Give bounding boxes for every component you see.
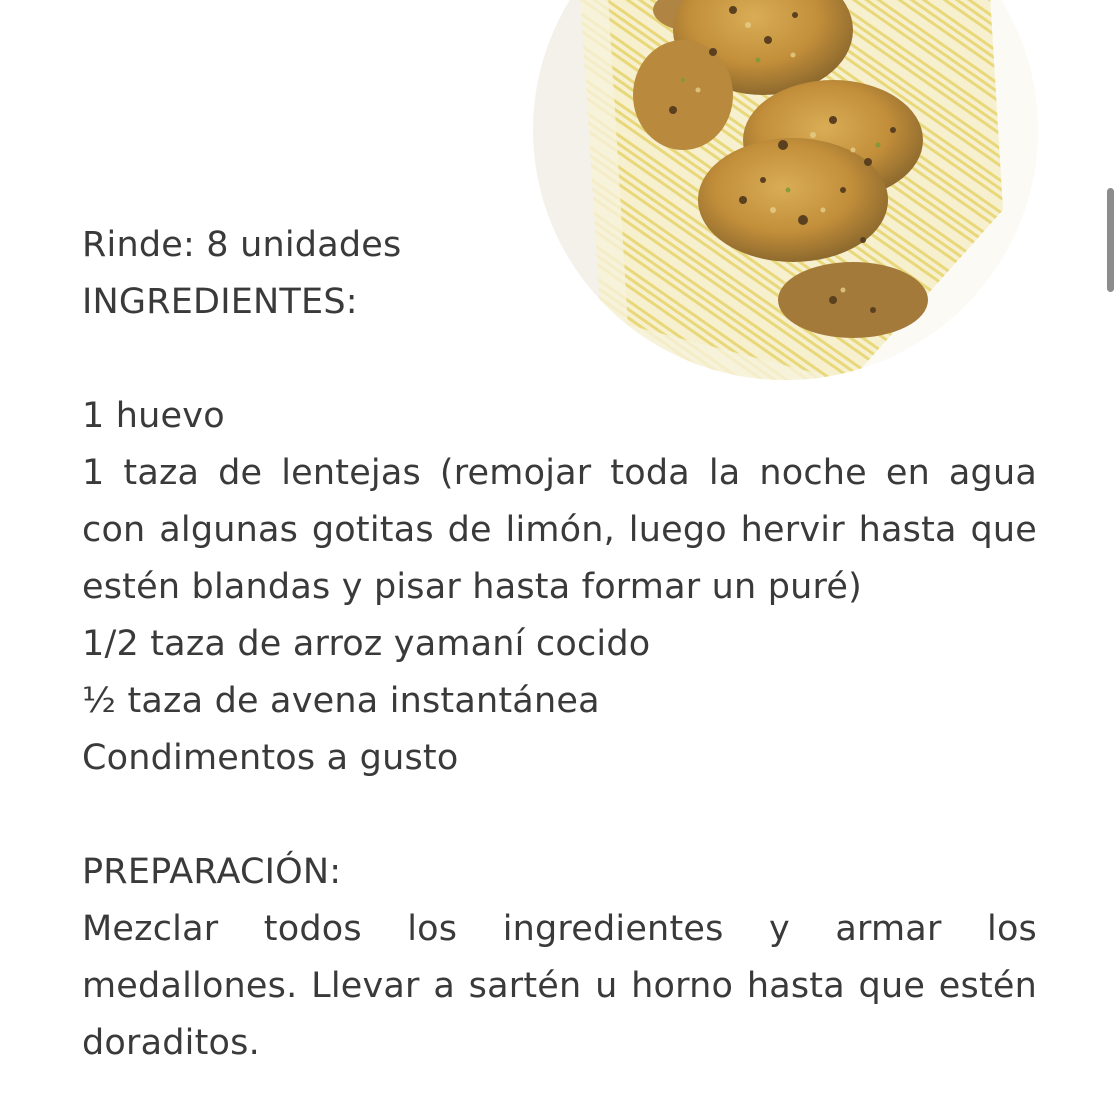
recipe-yield: Rinde: 8 unidades: [82, 225, 402, 265]
preparation-line-1: Mezclar todos los ingredientes y armar los: [82, 909, 1037, 949]
ingredient-lentils-line-3: estén blandas y pisar hasta formar un puré): [82, 567, 862, 607]
ingredient-lentils-line-1: 1 taza de lentejas (remojar toda la noche en agua: [82, 453, 1037, 493]
preparation-line-2: medallones. Llevar a sartén u horno hasta que estén: [82, 966, 1037, 1006]
ingredient-oats: ½ taza de avena instantánea: [82, 681, 600, 721]
ingredients-heading: INGREDIENTES:: [82, 282, 358, 322]
ingredient-egg: 1 huevo: [82, 396, 225, 436]
spacer: [82, 331, 1037, 388]
ingredient-rice: 1/2 taza de arroz yamaní cocido: [82, 624, 651, 664]
scrollbar-thumb[interactable]: [1107, 188, 1114, 292]
recipe-text: [82, 217, 1037, 1072]
ingredient-seasoning: Condimentos a gusto: [82, 738, 459, 778]
ingredient-lentils-line-2: con algunas gotitas de limón, luego hervir hasta que: [82, 510, 1037, 550]
preparation-line-3: doraditos.: [82, 1023, 260, 1063]
spacer: [82, 787, 1037, 844]
preparation-heading: PREPARACIÓN:: [82, 852, 342, 892]
scrollbar[interactable]: [1104, 0, 1120, 1120]
